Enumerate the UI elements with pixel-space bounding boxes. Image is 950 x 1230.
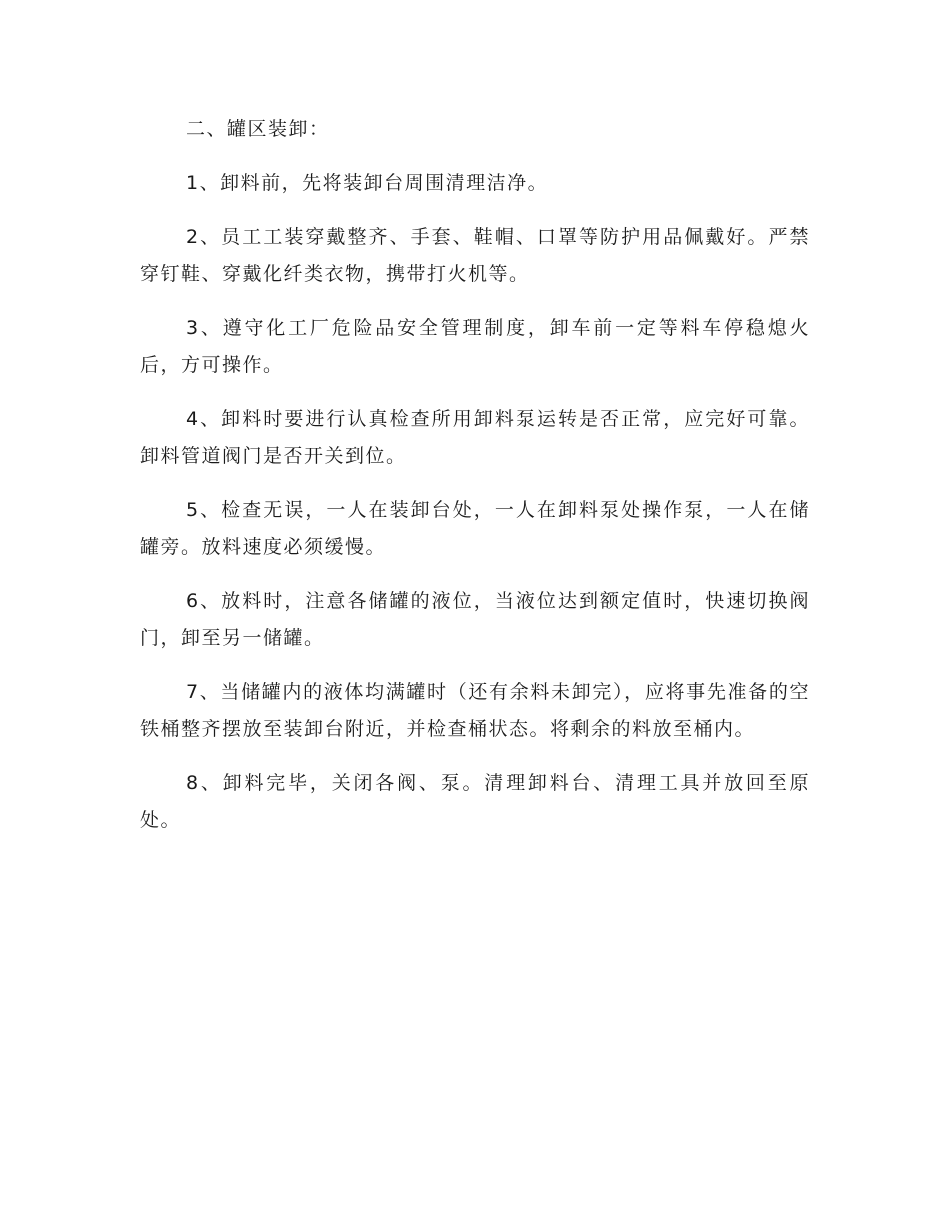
paragraph-2: 2、员工工装穿戴整齐、手套、鞋帽、口罩等防护用品佩戴好。严禁穿钉鞋、穿戴化纤类衣物，携带打火机等。 — [140, 226, 810, 285]
paragraph-7: 7、当储罐内的液体均满罐时（还有余料未卸完），应将事先准备的空铁桶整齐摆放至装卸台附近，并检查桶状态。将剩余的料放至桶内。 — [140, 681, 810, 740]
paragraph-4: 4、卸料时要进行认真检查所用卸料泵运转是否正常，应完好可靠。卸料管道阀门是否开关到位。 — [140, 408, 810, 467]
paragraph-6: 6、放料时，注意各储罐的液位，当液位达到额定值时，快速切换阀门，卸至另一储罐。 — [140, 590, 810, 649]
section-heading: 二、罐区装卸： — [186, 118, 330, 140]
paragraph-5: 5、检查无误，一人在装卸台处，一人在卸料泵处操作泵，一人在储罐旁。放料速度必须缓慢。 — [140, 499, 810, 558]
paragraph-1: 1、卸料前，先将装卸台周围清理洁净。 — [186, 172, 549, 194]
paragraph-3: 3、遵守化工厂危险品安全管理制度，卸车前一定等料车停稳熄火后，方可操作。 — [140, 317, 810, 376]
document-body — [140, 111, 810, 856]
paragraph-8: 8、卸料完毕，关闭各阀、泵。清理卸料台、清理工具并放回至原处。 — [140, 772, 810, 831]
